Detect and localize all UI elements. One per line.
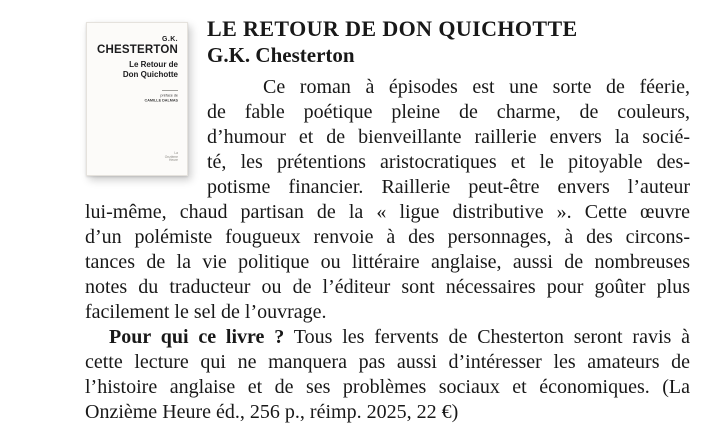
cover-preface-name: CAMILLE DALMAS [144,98,178,103]
review-heading [207,16,690,68]
text-line: facilement le sel de l’ouvrage. [85,301,327,323]
cover-publisher-line: La [174,151,178,155]
cover-author-surname: CHESTERTON [96,44,178,56]
cover-title-line2: Don Quichotte [122,69,178,79]
text-line: d’un polémiste fougueux renvoie à des personnages, à des circons- [85,226,690,248]
cover-preface [122,94,178,103]
text-line: cette lecture qui ne manquera pas aussi d’intéresser les amateurs de [85,351,690,373]
text-line: té, les prétentions aristocratiques et le pitoyable des- [207,151,690,173]
cover-publisher-line: Heure [169,158,178,162]
paragraph-lead: Pour qui ce livre ? [109,326,285,348]
text-line: lui-même, chaud partisan de la « ligue distributive ». Cette œuvre [85,201,690,223]
text-line: potisme financier. Raillerie peut-être envers l’auteur [207,176,690,198]
cover-book-title [87,60,178,79]
text-line: Ce roman à épisodes est une sorte de féerie, [263,76,690,98]
author-name: G.K. Chesterton [207,43,355,67]
text-line: tances de la vie politique ou littéraire anglaise, aussi de nombreuses [85,251,690,273]
text-line [85,325,690,350]
cover-publisher-mark [165,151,178,162]
paragraph-lead-rest: Tous les fervents de Chesterton seront ravis à [284,326,691,348]
text-line: Onzième Heure éd., 256 p., réimp. 2025, 22 €) [85,401,459,423]
cover-title-line1: Le Retour de [129,60,178,69]
cover-divider-rule [162,90,178,91]
text-line: de fable poétique pleine de charme, de couleurs, [207,101,690,123]
book-cover-content [87,23,187,175]
page-title: LE RETOUR DE DON QUICHOTTE [207,16,578,41]
cover-preface-label: préface de [160,94,178,98]
text-line: d’humour et de bienveillante raillerie envers la socié- [207,126,690,148]
text-line: l’histoire anglaise et de ses problèmes sociaux et économiques. (La [85,376,690,398]
text-line: notes du traducteur ou de l’éditeur sont nécessaires pour goûter plus [85,276,690,298]
book-cover-image [86,22,188,176]
cover-publisher-line: Onzième [164,154,178,159]
cover-author-initials: G.K. [162,36,178,43]
